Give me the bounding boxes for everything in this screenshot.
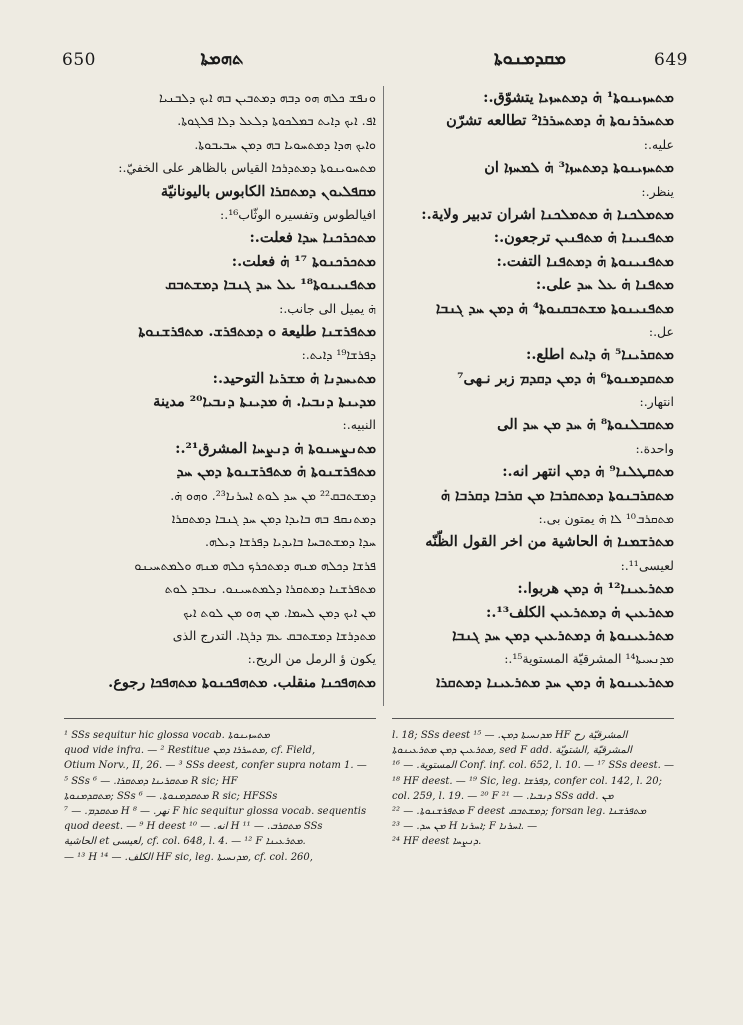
text-line: ܗ̇ يميل الى جانب.: bbox=[279, 300, 376, 316]
page-number-right: 649 bbox=[654, 50, 688, 70]
footnote-line: ⁵ SSs ܡܬܩܪܝܢܐ ܕܡܬܩܪܐ. — ⁶ R sic; HF bbox=[64, 775, 238, 787]
text-line: ܡܬܩܒܠܢܘܬܐ⁸ ܗ̇ ܚܕ ܡܢ ܚܕ الى bbox=[497, 416, 674, 434]
text-line: ܡܕܢܚܝܬܐ¹⁴ المشرقيّة المستوية¹⁵.: bbox=[504, 651, 674, 667]
footnote-line: ²⁴ HF deest ܕܢܨܚܐ. bbox=[392, 836, 482, 848]
running-title-right: ܡܩܕܡܢܘܬܐ bbox=[494, 48, 566, 69]
text-line: ܡܬܟܪܟܢܘܬܐ ¹⁷ ܗ̇ فعلت.: bbox=[231, 252, 376, 270]
text-line: ܚܕܐ ܕܡܫܬܒܚܐ ܒܐܝܕܝܐ ܕܦܪܫܐ ܕܝܠܗ. bbox=[205, 534, 376, 550]
text-line: ܦܪܫܐ ܕܟܠܗ ܡܢܗ ܕܡܬܟܪܟ ܟܠܗ ܡܢܗ ܘܠܡܬܚܝܢܘ bbox=[134, 557, 376, 573]
text-line: ܡܬܩܕܡܢܘܬܐ⁶ ܗ̇ ܕܡܢ ܕܩܕܡ زبر نـهى⁷ bbox=[457, 369, 674, 387]
text-line: النبيه.: bbox=[342, 417, 376, 433]
text-line: عليه.: bbox=[643, 136, 674, 152]
text-line: عل.: bbox=[648, 323, 674, 339]
footnote-line: ܡܬܩܕܡܢܘܬܐ; SSs ܡܬܩܕܡܢܘܬܐ. — ⁶ R sic; HFSSs bbox=[64, 790, 278, 802]
text-line: لعيسى¹¹.: bbox=[620, 557, 674, 573]
text-line: افيالطوس وتفسيره الوثّاب¹⁶.: bbox=[220, 206, 376, 222]
text-line: ܡܬܩܛܠܢܐ⁹ ܗ̇ ܕܡܢ انتهر انه.: bbox=[502, 463, 674, 481]
text-line: ܡܬܚܙܝܢܘܬܐ ܕܡܬܚܙܐ³ ܗ̇ ܠܡܚܙܐ ان bbox=[484, 159, 674, 177]
footnote-line: ¹ SSs sequitur hic glossa vocab. ܡܬܚܙܝܢܘܬܐ bbox=[64, 730, 270, 741]
text-line: ܡܬܩܪܒܢܘܬܐ ܕܡܬܩܪܒܐ ܡܢ ܩܪܒܐ ܕܩܪܒܐ ܗ̇ bbox=[440, 486, 674, 504]
footnote-line: ܡܬܦܪܫܢܘܬܐ. — ²² F deest ܕܡܫܬܒܩ; forsan leg. ܡܬܦܪܫܢܐ bbox=[392, 805, 647, 817]
text-line: ܡܢ ܐܝܟ ܕܡܢ ܠܚܡܐ. ܡܢ ܗܘ ܡܢ ܠܘܬ ܐܝܟ bbox=[183, 604, 376, 620]
text-line: ܡܬܪܥܝܢܘܬܐ ܗ̇ ܕܡܢ ܚܕ ܡܬܪܥܝܢܐ ܕܡܬܩܪܐ bbox=[436, 673, 674, 691]
text-line: ܡܬܦܢܝܢܘܬܐ ܗ̇ ܕܡܬܦܢܐ التفت.: bbox=[496, 252, 674, 270]
text-line: ܘܐܝܟ ܗܕܐ ܕܡܬܚܘܝܐ ܒܗ ܕܡܢ ܚܒܝܒܘܬܐ. bbox=[194, 136, 376, 152]
footnote-rule-left bbox=[64, 718, 376, 719]
text-line: ينظر.: bbox=[641, 183, 674, 199]
text-line: ܡܬܩܪܝܢܐ⁵ ܗ̇ ܕܐܝܬ اطلع.: bbox=[525, 346, 674, 364]
text-line: ܡܬܦܢܐ ܗ̇ ܥܠ ܚܕ على.: bbox=[535, 276, 674, 294]
footnotes-right bbox=[392, 728, 674, 888]
text-line: انتهار.: bbox=[639, 394, 674, 410]
text-line: ܡܬܦܪܫܢܐ ܕܡܬܩܪܐ ܕܠܡܬܚܝܢܘ. ܢܥܒܕ ܠܘܬ bbox=[164, 581, 376, 597]
text-line: ܡܩܦܠܝܘܢ ܕܡܬܩܪܐ الكابوس باليونانيّة bbox=[160, 182, 376, 200]
running-title-left: ܬܗܡܬܐ bbox=[200, 48, 244, 69]
text-line: ܘܢܦܫ ܟܠܗ ܗܘ ܕܒܗ ܕܡܬܒܝܢ ܒܗ ܐܝܟ ܕܠܒܢܝܐ bbox=[159, 90, 376, 105]
text-line: ܡܕܝܢܬܐ ܕܢܒܝܐ. ܗ̇ ܡܕܝܢܬܐ ܕܢܒܝܐ²⁰ مدينة bbox=[153, 393, 376, 411]
footnote-line: المستوية. — ¹⁶ Conf. inf. col. 652, l. 10. — ¹⁷ SSs deest. — bbox=[392, 760, 674, 772]
footnote-line: l. 18; SSs deest ܡܕܢܚܝܬܐ ܕܡܢ. — ¹⁵ HF المشرقيّة رح bbox=[392, 730, 628, 741]
footnote-line: — ¹³ H الكلف. — ¹⁴ HF sic, leg. ܡܕܢܚܝܬܐ, cf. col. 260, bbox=[64, 851, 313, 863]
text-line: ܡܬܦܪܫܢܐ طليعة ܘ ܕܡܬܦܪܫ. ܡܬܦܪܫܢܘܬܐ bbox=[138, 322, 376, 340]
text-line: يكون ؤ الرمل من الريح.: bbox=[247, 651, 376, 667]
footnote-line: الحاشية et لعيسى, cf. col. 648, l. 4. — ¹² F ܡܬܪܥܝܢܐ. bbox=[64, 836, 306, 848]
text-column-left bbox=[64, 86, 376, 706]
text-line: ܡܬܗܦܟܢܐ منقلب. ܡܬܗܦܟܢܘܬܐ ܡܬܗܦܟܐ رجوع. bbox=[108, 673, 376, 691]
page-number-left: 650 bbox=[62, 50, 96, 70]
footnote-line: col. 259, l. 19. — ²⁰ F ܕܢܒܝܐ. — ²¹ SSs add. ܡܢ bbox=[392, 790, 614, 802]
text-line: ܡܬܦܢܝܢܐ ܗ̇ ܡܬܦܢܝܢ ترجعون.: bbox=[493, 229, 674, 247]
footnote-line: quod deest. — ⁹ H deest انه. — ¹⁰ H ܡܬܩܪܒ. — ¹¹ SSs bbox=[64, 821, 323, 833]
text-line: ܕܡܫܬܒܩ²² ܡܢ ܚܕ ܠܘܬ ܐܚܪܢܐ²³. ܘܗܘ ܗ̇. bbox=[170, 487, 376, 503]
text-line: ܡܬܩܪܒ¹⁰ ܠܐ ܗ̇ يمتون بى.: bbox=[538, 511, 674, 527]
text-line: واحدة.: bbox=[635, 440, 674, 456]
text-line: ܕܦܪܫܐ¹⁹ ܕܐܝܬ.: bbox=[301, 347, 376, 363]
footnote-line: ܡܬܩܕܡ. — ⁷ H نهر. — ⁸ F hic sequitur glossa vocab. sequentis bbox=[64, 805, 367, 817]
footnote-line: ¹⁸ HF deest. — ¹⁹ Sic, leg. ܕܦܪܫܐ, confer col. 142, l. 20; bbox=[392, 775, 663, 787]
text-line: ܡܬܡܠܟܢܐ ܗ̇ ܡܬܡܠܟܢܐ اشران تدبير ولاية.: bbox=[421, 205, 674, 223]
text-line: ܕܡܬܢܩܦ ܒܗ ܒܐܝܕܐ ܕܡܢ ܚܕ ܓܢܒܐ ܕܡܬܩܪܐ bbox=[171, 511, 376, 527]
text-line: ܡܬܦܢܝܢܘܬܐ ܡܫܬܒܩܢܘܬܐ⁴ ܗ̇ ܕܡܢ ܚܕ ܓܢܒܐ bbox=[435, 299, 674, 317]
text-line: ܡܬܕܪܫܐ ܕܡܫܬܒܩ ܥܡ ܕܪܓܐ. التدرج الذى bbox=[172, 627, 376, 643]
footnote-line: ܡܬܪܥܝܢ ܕܡܢ ܡܬܪܥܝܢܘܬܐ, sed F add. المشرقيّة ,الشتويّة bbox=[392, 745, 632, 757]
text-line: ܡܬܦܢܝܢܘܬܐ¹⁸ ܥܠ ܚܕ ܓܢܒܐ ܕܡܫܬܒܩ bbox=[165, 276, 376, 294]
footnote-line: quod vide infra. — ² Restitue ܡܬܚܪܪܐ ܕܡܢ, cf. Field, bbox=[64, 745, 316, 757]
footnote-line: Otium Norv., II, 26. — ³ SSs deest, confer supra notam 1. — bbox=[64, 760, 367, 772]
text-line: ܡܬܦܪܫܢܘܬܐ ܗ̇ ܡܬܦܪܫܢܘܬܐ ܕܡܢ ܚܕ bbox=[176, 463, 376, 481]
text-line: ܡܬܚܘܝܢܘܬܐ ܕܡܬܕܪܟܐ القياس بالظاهر على الخفيّ.: bbox=[118, 160, 376, 176]
footnote-line: ܡܢ ܚܕ. — ²³ H ܐܚܪܢܐ; F ܐܚܪܢܐ. — bbox=[392, 821, 538, 833]
text-line: ܡܬܝܚܕܢܐ ܗ̇ ܡܫܪܝܐ التوحيد.: bbox=[212, 369, 376, 387]
footnote-rule-right bbox=[392, 718, 674, 719]
text-column-right bbox=[392, 86, 674, 706]
text-line: ܡܬܚܪܪܢܘܬܐ ܗ̇ ܕܡܬܚܪܪܐ² تطالعه تشرّن bbox=[446, 112, 674, 130]
text-line: ܡܬܪܥܝܢ ܗ̇ ܕܡܬܪܥܝܢ الكلف¹³.: bbox=[485, 603, 674, 621]
text-line: ܡܬܢܨܚܢܘܬܐ ܗ̇ ܕܢܨܚܐ المشرق²¹.: bbox=[175, 439, 376, 457]
text-line: ܡܬܪܫܡܢܐ ܗ̇ الحاشية من اخر القول الظّنّه bbox=[425, 533, 674, 551]
text-line: ܡܬܟܪܟܢܐ ܚܕܐ فعلت.: bbox=[249, 229, 376, 247]
text-line: ܡܬܚܙܝܢܘܬܐ¹ ܗ̇ ܕܡܬܚܙܝܐ يتشوّق.: bbox=[483, 89, 674, 106]
column-divider bbox=[383, 86, 384, 706]
text-line: ܡܬܪܥܝܢܐ¹² ܗ̇ ܕܡܢ هربوا.: bbox=[517, 580, 674, 598]
text-line: ܡܬܪܥܝܢܘܬܐ ܗ̇ ܕܡܬܪܥܝܢ ܕܡܢ ܚܕ ܓܢܒܐ bbox=[452, 626, 674, 644]
text-line: ܐܦ. ܐܝܟ ܕܐܝܬ ܒܡܠܟܘܬܐ ܕܠܥܠ ܕܠܐ ܦܠܓܘܬܐ. bbox=[177, 113, 376, 129]
footnotes-left bbox=[64, 728, 376, 888]
